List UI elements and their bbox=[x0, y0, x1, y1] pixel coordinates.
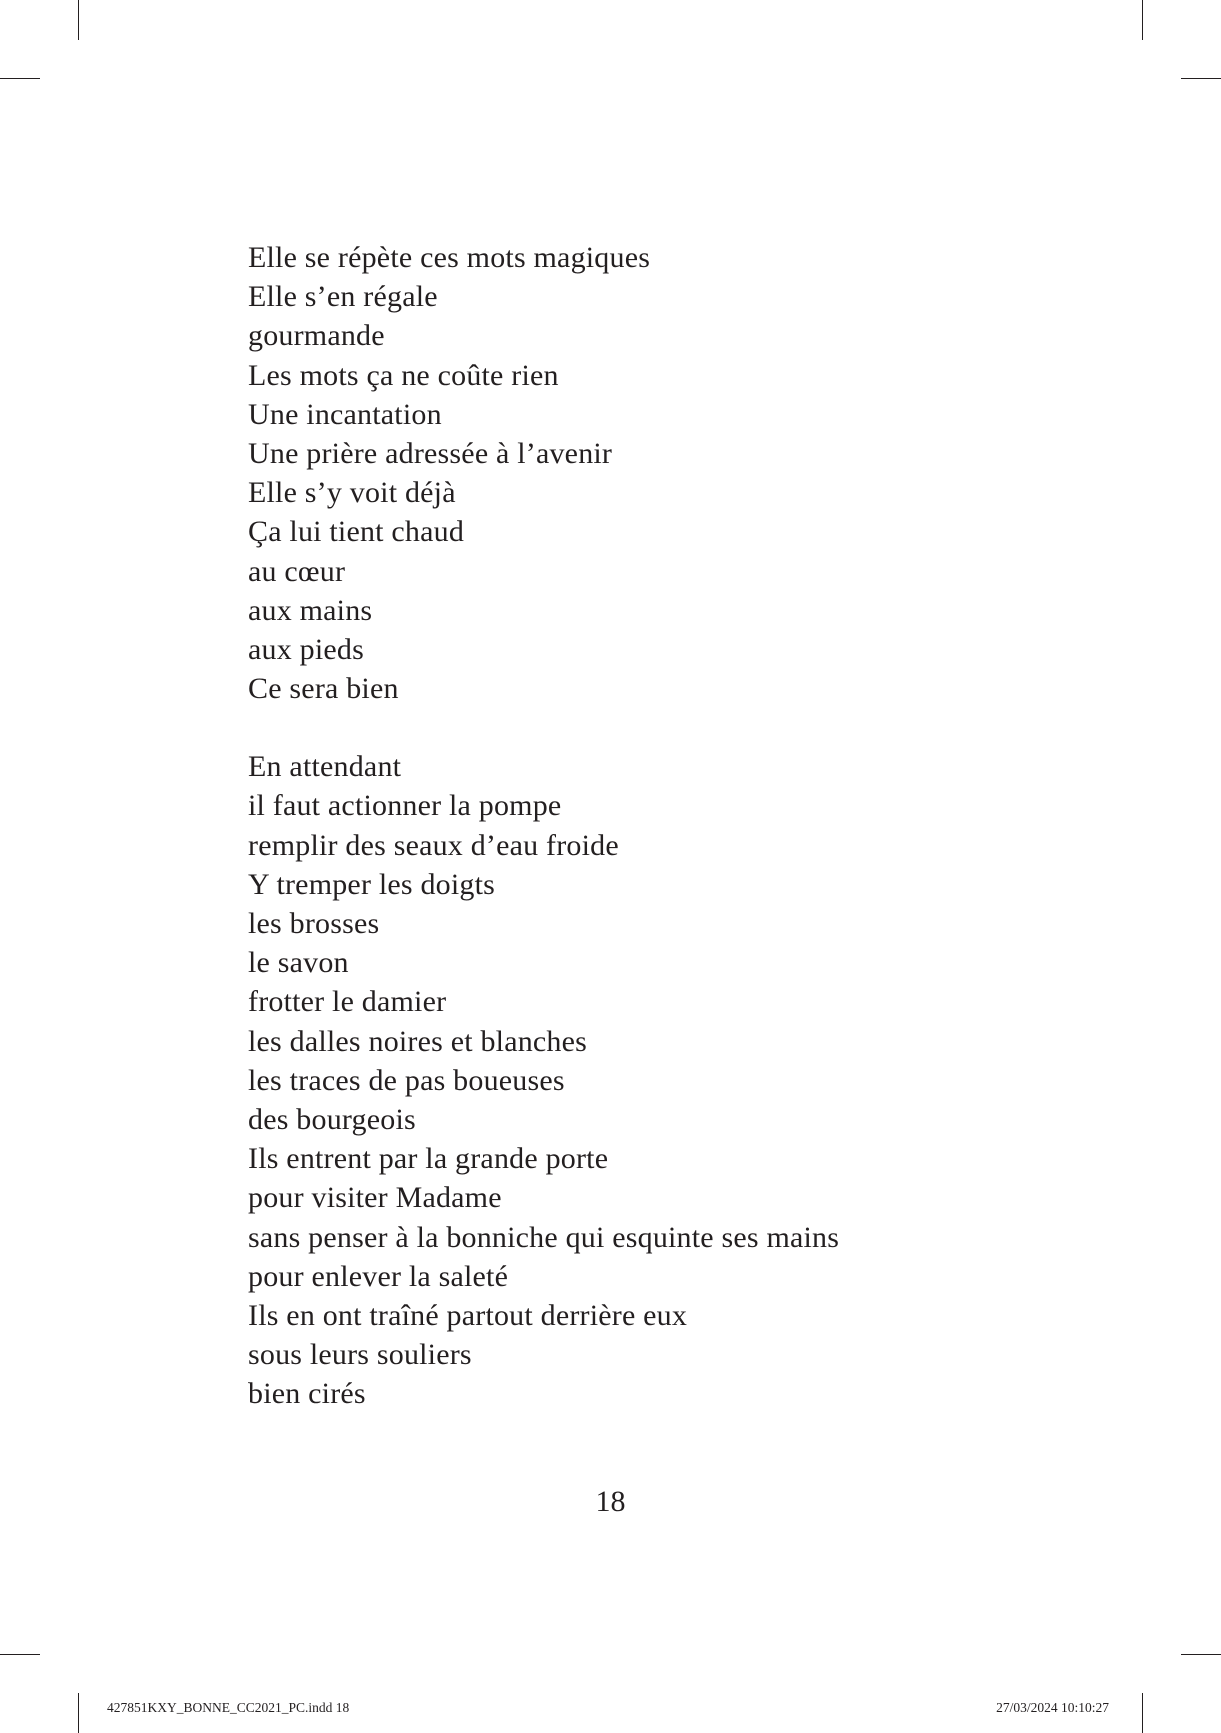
poem-line: pour enlever la saleté bbox=[248, 1259, 509, 1293]
poem-line: pour visiter Madame bbox=[248, 1181, 502, 1215]
poem-line: Ils entrent par la grande porte bbox=[248, 1142, 609, 1176]
crop-mark-bottom-right bbox=[1142, 1693, 1143, 1733]
poem-line: Ce sera bien bbox=[248, 672, 399, 706]
poem-line: sans penser à la bonniche qui esquinte ses mains bbox=[248, 1220, 840, 1254]
poem-line: sous leurs souliers bbox=[248, 1338, 472, 1372]
poem-line: les traces de pas boueuses bbox=[248, 1063, 565, 1097]
crop-mark-bottom-left-h bbox=[0, 1654, 40, 1655]
poem-line: Elle s’en régale bbox=[248, 280, 438, 314]
stanza-2 bbox=[248, 747, 1148, 1413]
crop-mark-top-left-h bbox=[0, 78, 40, 79]
page-number: 18 bbox=[595, 1485, 626, 1518]
poem-line: Y tremper les doigts bbox=[248, 867, 496, 901]
poem-line: au cœur bbox=[248, 554, 346, 588]
poem-line: frotter le damier bbox=[248, 985, 447, 1019]
poem-line: il faut actionner la pompe bbox=[248, 789, 562, 823]
poem-line: aux mains bbox=[248, 593, 373, 627]
poem-line: gourmande bbox=[248, 319, 385, 353]
poem-line: des bourgeois bbox=[248, 1102, 416, 1136]
poem-line: Les mots ça ne coûte rien bbox=[248, 358, 559, 392]
crop-mark-bottom-right-h bbox=[1181, 1654, 1221, 1655]
poem-line: Une prière adressée à l’avenir bbox=[248, 436, 613, 470]
poem-line: Ça lui tient chaud bbox=[248, 515, 465, 549]
poem-line: le savon bbox=[248, 946, 349, 980]
poem-line: aux pieds bbox=[248, 632, 364, 666]
crop-mark-top-right-h bbox=[1181, 78, 1221, 79]
poem-line: les brosses bbox=[248, 907, 380, 940]
poem-line: Une incantation bbox=[248, 397, 442, 431]
slug-filename: 427851KXY_BONNE_CC2021_PC.indd 18 bbox=[107, 1700, 350, 1715]
poem-line: les dalles noires et blanches bbox=[248, 1024, 588, 1058]
poem-line: En attendant bbox=[248, 750, 402, 784]
poem-body bbox=[248, 238, 1148, 1413]
crop-mark-top-left bbox=[78, 0, 79, 40]
slug-datetime: 27/03/2024 10:10:27 bbox=[996, 1700, 1109, 1715]
poem-line: Elle se répète ces mots magiques bbox=[248, 241, 651, 274]
poem-line: Elle s’y voit déjà bbox=[248, 476, 456, 510]
crop-mark-bottom-left bbox=[78, 1693, 79, 1733]
poem-line: Ils en ont traîné partout derrière eux bbox=[248, 1298, 688, 1332]
poem-line: bien cirés bbox=[248, 1377, 366, 1411]
crop-mark-top-right bbox=[1142, 0, 1143, 40]
stanza-1 bbox=[248, 238, 1148, 708]
poem-line: remplir des seaux d’eau froide bbox=[248, 828, 619, 862]
